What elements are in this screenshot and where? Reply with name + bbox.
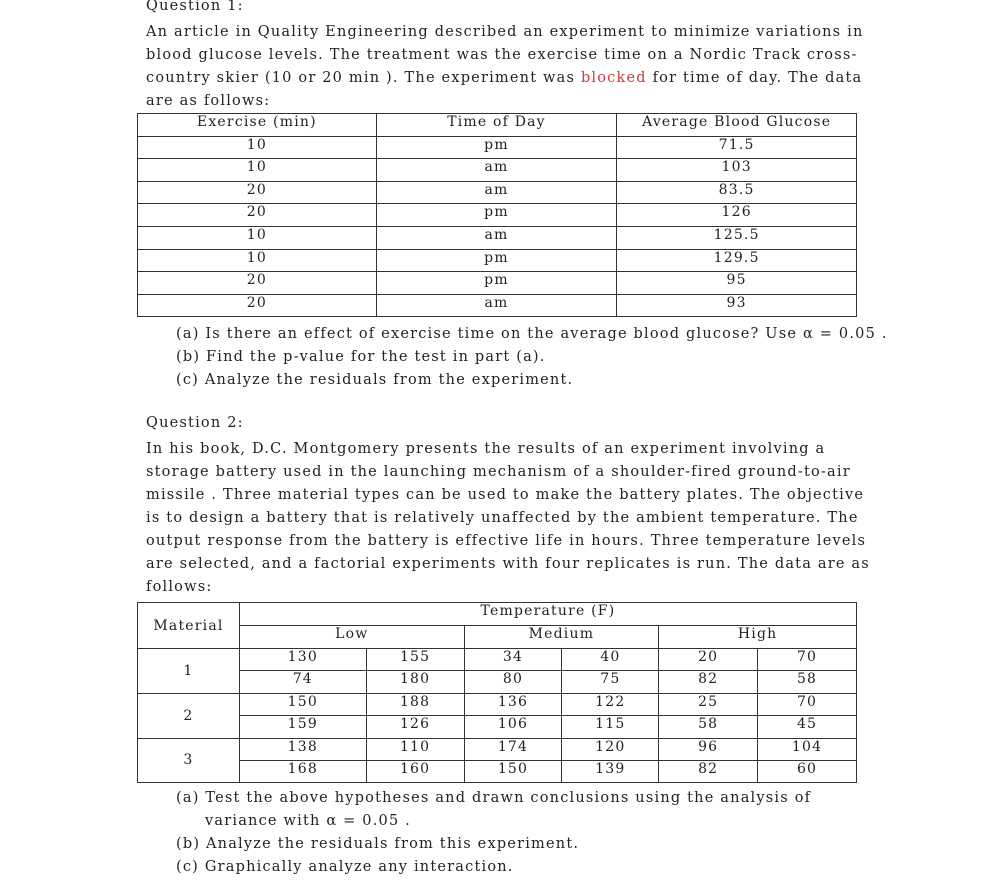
table-cell: 45 bbox=[758, 716, 857, 738]
table-cell: 125.5 bbox=[617, 226, 857, 249]
table-cell: 126 bbox=[366, 716, 464, 738]
level-high-header: High bbox=[659, 626, 857, 649]
table-cell: 168 bbox=[239, 760, 366, 782]
q1-line: blood glucose levels. The treatment was the exercise time on a Nordic Track cross- bbox=[146, 47, 858, 63]
table-cell: 130 bbox=[239, 649, 366, 671]
battery-table-body bbox=[138, 649, 857, 783]
table-cell: 122 bbox=[562, 693, 659, 715]
table-row bbox=[138, 226, 857, 249]
table-cell: 10 bbox=[138, 226, 377, 249]
table-cell: pm bbox=[376, 204, 617, 227]
table-cell: pm bbox=[376, 136, 617, 159]
table-cell: 159 bbox=[239, 716, 366, 738]
table-cell: 160 bbox=[366, 760, 464, 782]
table-row bbox=[138, 294, 857, 317]
q2-line: are selected, and a factorial experiments with four replicates is run. The data are as bbox=[146, 556, 870, 572]
material-id-cell: 2 bbox=[138, 693, 240, 738]
table-cell: 129.5 bbox=[617, 249, 857, 272]
q2-intro bbox=[146, 438, 870, 599]
table-cell: 70 bbox=[758, 649, 857, 671]
table-row bbox=[138, 204, 857, 227]
temperature-header: Temperature (F) bbox=[239, 603, 856, 626]
table-cell: 70 bbox=[758, 693, 857, 715]
col-header-exercise: Exercise (min) bbox=[138, 114, 377, 137]
table-cell: 104 bbox=[758, 738, 857, 760]
table-row bbox=[138, 249, 857, 272]
table-cell: 34 bbox=[464, 649, 562, 671]
table-cell: 20 bbox=[138, 272, 377, 295]
table-cell: am bbox=[376, 294, 617, 317]
table-cell: 188 bbox=[366, 693, 464, 715]
q2-part-b: (b) Analyze the residuals from this experiment. bbox=[176, 836, 580, 852]
q2-line: is to design a battery that is relatively unaffected by the ambient temperature. The bbox=[146, 510, 859, 526]
table-cell: 25 bbox=[659, 693, 758, 715]
q2-line: storage battery used in the launching mechanism of a shoulder-fired ground-to-air bbox=[146, 464, 851, 480]
level-low-header: Low bbox=[239, 626, 464, 649]
table-cell: 60 bbox=[758, 760, 857, 782]
table-cell: 80 bbox=[464, 671, 562, 693]
table-cell: 115 bbox=[562, 716, 659, 738]
table-cell: 120 bbox=[562, 738, 659, 760]
q2-line: In his book, D.C. Montgomery presents the results of an experiment involving a bbox=[146, 441, 826, 457]
table-cell: 103 bbox=[617, 159, 857, 182]
table-cell: am bbox=[376, 181, 617, 204]
table-cell: 10 bbox=[138, 249, 377, 272]
table-cell: 20 bbox=[138, 204, 377, 227]
table-cell: 93 bbox=[617, 294, 857, 317]
material-id-cell: 3 bbox=[138, 738, 240, 783]
table-cell: 58 bbox=[758, 671, 857, 693]
q2-part-a: (a) Test the above hypotheses and drawn conclusions using the analysis of bbox=[176, 790, 812, 806]
table-row bbox=[138, 136, 857, 159]
battery-table bbox=[137, 602, 857, 783]
table-row bbox=[138, 716, 857, 738]
q2-part-c: (c) Graphically analyze any interaction. bbox=[176, 859, 514, 875]
q1-intro bbox=[146, 21, 864, 113]
q2-line: missile . Three material types can be used to make the battery plates. The objective bbox=[146, 487, 865, 503]
table-cell: am bbox=[376, 159, 617, 182]
table-cell: 40 bbox=[562, 649, 659, 671]
glucose-table bbox=[137, 113, 857, 317]
q1-heading: Question 1: bbox=[146, 0, 244, 14]
table-cell: 150 bbox=[239, 693, 366, 715]
col-header-time-of-day: Time of Day bbox=[376, 114, 617, 137]
table-cell: 74 bbox=[239, 671, 366, 693]
table-cell: 174 bbox=[464, 738, 562, 760]
table-row bbox=[138, 649, 857, 671]
q1-line3-head: country skier (10 or 20 min ). The experiment was bbox=[146, 70, 581, 86]
blocked-highlight: blocked bbox=[580, 70, 647, 86]
table-cell: 106 bbox=[464, 716, 562, 738]
table-cell: 155 bbox=[366, 649, 464, 671]
table-cell: 150 bbox=[464, 760, 562, 782]
table-cell: 58 bbox=[659, 716, 758, 738]
table-cell: pm bbox=[376, 272, 617, 295]
level-medium-header: Medium bbox=[464, 626, 659, 649]
glucose-table-body bbox=[138, 136, 857, 317]
table-row bbox=[138, 693, 857, 715]
table-row bbox=[138, 272, 857, 295]
battery-header-row-2 bbox=[138, 626, 857, 649]
table-header-row bbox=[138, 114, 857, 137]
table-cell: am bbox=[376, 226, 617, 249]
q1-part-c: (c) Analyze the residuals from the experiment. bbox=[176, 372, 574, 388]
table-row bbox=[138, 181, 857, 204]
q2-part-a-cont: variance with α = 0.05 . bbox=[205, 813, 411, 829]
q1-part-a: (a) Is there an effect of exercise time on the average blood glucose? Use α = 0.05 . bbox=[176, 326, 888, 342]
table-row bbox=[138, 738, 857, 760]
material-id-cell: 1 bbox=[138, 649, 240, 694]
q2-line: output response from the battery is effective life in hours. Three temperature levels bbox=[146, 533, 867, 549]
table-cell: 71.5 bbox=[617, 136, 857, 159]
table-cell: 20 bbox=[138, 294, 377, 317]
table-cell: pm bbox=[376, 249, 617, 272]
table-cell: 96 bbox=[659, 738, 758, 760]
table-cell: 136 bbox=[464, 693, 562, 715]
table-cell: 180 bbox=[366, 671, 464, 693]
q1-line3-tail: for time of day. The data bbox=[646, 70, 863, 86]
q2-line: follows: bbox=[146, 579, 213, 595]
table-cell: 110 bbox=[366, 738, 464, 760]
table-cell: 83.5 bbox=[617, 181, 857, 204]
table-cell: 82 bbox=[659, 671, 758, 693]
table-cell: 10 bbox=[138, 159, 377, 182]
table-row bbox=[138, 760, 857, 782]
table-cell: 95 bbox=[617, 272, 857, 295]
battery-header-row-1 bbox=[138, 603, 857, 626]
q1-part-b: (b) Find the p-value for the test in part (a). bbox=[176, 349, 546, 365]
table-cell: 82 bbox=[659, 760, 758, 782]
table-cell: 139 bbox=[562, 760, 659, 782]
q2-heading: Question 2: bbox=[146, 415, 244, 431]
table-cell: 10 bbox=[138, 136, 377, 159]
table-cell: 20 bbox=[659, 649, 758, 671]
col-header-avg-glucose: Average Blood Glucose bbox=[617, 114, 857, 137]
table-row bbox=[138, 159, 857, 182]
table-cell: 138 bbox=[239, 738, 366, 760]
q1-line: are as follows: bbox=[146, 93, 271, 109]
material-header: Material bbox=[138, 603, 240, 649]
table-row bbox=[138, 671, 857, 693]
table-cell: 126 bbox=[617, 204, 857, 227]
table-cell: 75 bbox=[562, 671, 659, 693]
q1-line bbox=[146, 67, 863, 90]
q1-line: An article in Quality Engineering described an experiment to minimize variations in bbox=[146, 24, 864, 40]
table-cell: 20 bbox=[138, 181, 377, 204]
